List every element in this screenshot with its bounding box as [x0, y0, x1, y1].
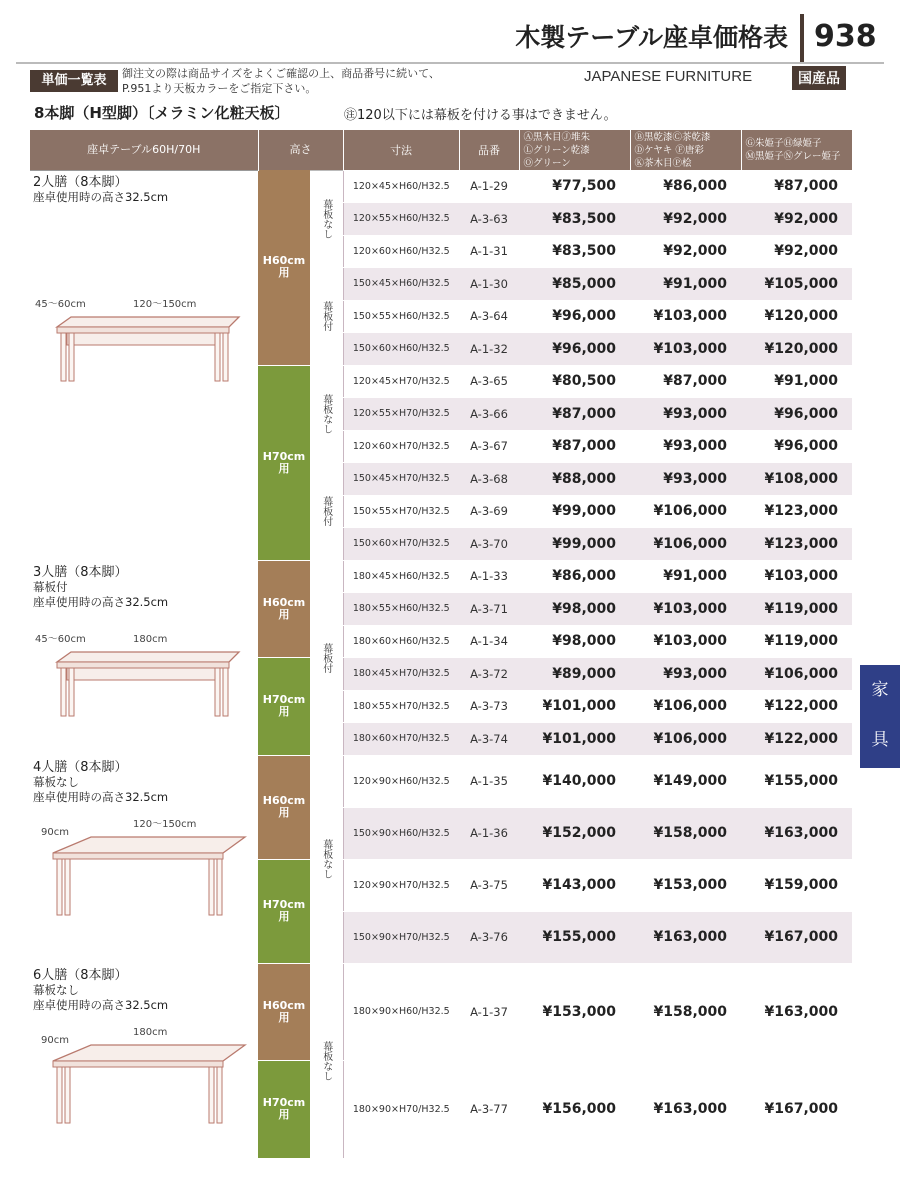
- product-title: 2人膳（8本脚）: [33, 174, 128, 190]
- dimensions: 180×90×H60/H32.5: [343, 963, 459, 1061]
- table-row: [30, 755, 852, 807]
- skirt-panel-shape: [67, 333, 219, 345]
- title-divider: [16, 62, 884, 64]
- header-height: 高さ: [258, 130, 343, 170]
- table-leg-shape: [223, 668, 228, 716]
- height-label-h60: H60cm 用: [258, 963, 310, 1061]
- tabletop-shape: [57, 317, 239, 327]
- price-group-2: ¥106,000: [630, 723, 741, 756]
- dimensions: 180×45×H70/H32.5: [343, 658, 459, 691]
- height-label-h70: H70cm 用: [258, 365, 310, 560]
- tabletop-edge-shape: [57, 662, 229, 668]
- dimensions: 120×60×H60/H32.5: [343, 235, 459, 268]
- price-group-1: ¥85,000: [519, 268, 630, 301]
- dimensions: 150×55×H70/H32.5: [343, 495, 459, 528]
- price-group-2: ¥91,000: [630, 268, 741, 301]
- price-group-3: ¥123,000: [741, 528, 852, 561]
- page-title: 木製テーブル座卓価格表: [515, 23, 788, 52]
- panel-label: 幕板なし: [310, 365, 343, 463]
- price-group-2: ¥103,000: [630, 593, 741, 626]
- price-group-3: ¥105,000: [741, 268, 852, 301]
- table-leg-shape: [61, 668, 66, 716]
- table-leg-shape: [69, 668, 74, 716]
- dimensions: 120×55×H60/H32.5: [343, 203, 459, 236]
- header-color-group-3: Ⓖ朱姫子Ⓗ緑姫子 Ⓜ黒姫子Ⓝグレー姫子: [741, 130, 852, 170]
- price-group-2: ¥86,000: [630, 170, 741, 203]
- width-dimension-label: 120～150cm: [133, 818, 197, 830]
- price-list-badge: 単価一覧表: [30, 70, 118, 92]
- price-group-3: ¥87,000: [741, 170, 852, 203]
- product-code: A-3-77: [459, 1061, 519, 1159]
- product-spec: 座卓使用時の高さ32.5cm: [33, 189, 169, 204]
- product-code: A-1-32: [459, 333, 519, 366]
- price-group-1: ¥98,000: [519, 625, 630, 658]
- product-code: A-3-71: [459, 593, 519, 626]
- price-group-3: ¥167,000: [741, 1061, 852, 1159]
- category-tab-char-1: 家: [871, 680, 889, 700]
- product-code: A-3-67: [459, 430, 519, 463]
- product-description: [30, 560, 258, 755]
- depth-dimension-label: 45～60cm: [35, 298, 86, 310]
- table-leg-shape: [65, 859, 70, 915]
- table-leg-shape: [215, 333, 220, 381]
- panel-label: 幕板なし: [310, 170, 343, 268]
- price-group-2: ¥106,000: [630, 528, 741, 561]
- brand-label: JAPANESE FURNITURE: [584, 68, 753, 85]
- price-group-1: ¥87,000: [519, 430, 630, 463]
- dimensions: 150×45×H70/H32.5: [343, 463, 459, 496]
- price-group-3: ¥159,000: [741, 859, 852, 911]
- table-illustration: [33, 813, 253, 923]
- product-description: [30, 963, 258, 1158]
- product-code: A-3-75: [459, 859, 519, 911]
- dimensions: 150×90×H60/H32.5: [343, 807, 459, 859]
- table-leg-shape: [69, 333, 74, 381]
- header-color-group-1: Ⓐ黒木目Ⓙ堆朱 Ⓛグリーン乾漆 Ⓞグリーン: [519, 130, 630, 170]
- price-group-3: ¥122,000: [741, 723, 852, 756]
- product-code: A-3-74: [459, 723, 519, 756]
- header-dims: 寸法: [343, 130, 459, 170]
- price-group-1: ¥143,000: [519, 859, 630, 911]
- table-leg-shape: [57, 859, 62, 915]
- product-spec: 座卓使用時の高さ32.5cm: [33, 594, 169, 609]
- width-dimension-label: 120～150cm: [133, 298, 197, 310]
- height-label-h70: H70cm 用: [258, 1061, 310, 1159]
- table-header-row: [30, 130, 852, 170]
- dimensions: 120×55×H70/H32.5: [343, 398, 459, 431]
- price-group-1: ¥96,000: [519, 333, 630, 366]
- product-code: A-1-30: [459, 268, 519, 301]
- price-group-2: ¥106,000: [630, 495, 741, 528]
- table-leg-shape: [217, 1067, 222, 1123]
- price-group-2: ¥93,000: [630, 658, 741, 691]
- price-group-1: ¥99,000: [519, 495, 630, 528]
- price-group-1: ¥80,500: [519, 365, 630, 398]
- tabletop-shape: [57, 652, 239, 662]
- price-group-3: ¥108,000: [741, 463, 852, 496]
- width-dimension-label: 180cm: [133, 633, 168, 645]
- product-code: A-1-36: [459, 807, 519, 859]
- product-spec: 座卓使用時の高さ32.5cm: [33, 997, 169, 1012]
- price-group-2: ¥92,000: [630, 235, 741, 268]
- price-group-2: ¥158,000: [630, 807, 741, 859]
- price-table: [30, 130, 853, 1159]
- dimensions: 150×90×H70/H32.5: [343, 911, 459, 963]
- product-code: A-1-34: [459, 625, 519, 658]
- price-group-2: ¥93,000: [630, 398, 741, 431]
- height-label-h60: H60cm 用: [258, 560, 310, 658]
- price-group-2: ¥153,000: [630, 859, 741, 911]
- domestic-badge: 国産品: [792, 66, 846, 90]
- price-group-1: ¥96,000: [519, 300, 630, 333]
- skirt-panel-shape: [67, 668, 219, 680]
- page-number: 938: [800, 14, 900, 64]
- table-illustration: [33, 1021, 253, 1131]
- price-group-2: ¥92,000: [630, 203, 741, 236]
- price-group-3: ¥155,000: [741, 755, 852, 807]
- table-leg-shape: [217, 859, 222, 915]
- product-code: A-3-73: [459, 690, 519, 723]
- product-description: [30, 755, 258, 963]
- height-label-h70: H70cm 用: [258, 658, 310, 756]
- dimensions: 180×45×H60/H32.5: [343, 560, 459, 593]
- price-group-3: ¥163,000: [741, 963, 852, 1061]
- price-group-3: ¥119,000: [741, 593, 852, 626]
- price-group-3: ¥106,000: [741, 658, 852, 691]
- price-group-1: ¥86,000: [519, 560, 630, 593]
- section-note: ㊟120以下には幕板を付ける事はできません。: [344, 108, 617, 123]
- table-row: [30, 963, 852, 1061]
- dimensions: 150×60×H70/H32.5: [343, 528, 459, 561]
- price-group-2: ¥106,000: [630, 690, 741, 723]
- panel-label: 幕板付: [310, 560, 343, 755]
- dimensions: 150×55×H60/H32.5: [343, 300, 459, 333]
- price-group-2: ¥103,000: [630, 333, 741, 366]
- product-code: A-3-70: [459, 528, 519, 561]
- price-group-1: ¥89,000: [519, 658, 630, 691]
- price-group-2: ¥87,000: [630, 365, 741, 398]
- price-group-1: ¥155,000: [519, 911, 630, 963]
- header-color-group-2: Ⓑ黒乾漆Ⓒ茶乾漆 Ⓓケヤキ Ⓕ唐彩 Ⓚ茶木目Ⓟ桧: [630, 130, 741, 170]
- product-spec: 幕板なし: [33, 982, 79, 997]
- tabletop-edge-shape: [57, 327, 229, 333]
- price-group-1: ¥99,000: [519, 528, 630, 561]
- price-group-2: ¥149,000: [630, 755, 741, 807]
- price-group-3: ¥92,000: [741, 203, 852, 236]
- product-title: 6人膳（8本脚）: [33, 967, 128, 983]
- section-title: 8本脚（H型脚）〔メラミン化粧天板〕: [34, 104, 290, 122]
- panel-label: 幕板付: [310, 268, 343, 366]
- dimensions: 120×45×H70/H32.5: [343, 365, 459, 398]
- product-code: A-3-69: [459, 495, 519, 528]
- table-leg-shape: [61, 333, 66, 381]
- dimensions: 120×90×H70/H32.5: [343, 859, 459, 911]
- product-code: A-1-35: [459, 755, 519, 807]
- price-group-1: ¥152,000: [519, 807, 630, 859]
- product-description: [30, 170, 258, 560]
- header-desc: 座卓テーブル60H/70H: [30, 130, 258, 170]
- price-group-3: ¥120,000: [741, 300, 852, 333]
- product-code: A-3-68: [459, 463, 519, 496]
- product-title: 3人膳（8本脚）: [33, 564, 128, 580]
- price-group-3: ¥122,000: [741, 690, 852, 723]
- table-leg-shape: [57, 1067, 62, 1123]
- price-group-3: ¥167,000: [741, 911, 852, 963]
- tabletop-shape: [53, 1045, 245, 1061]
- price-group-2: ¥91,000: [630, 560, 741, 593]
- price-group-3: ¥92,000: [741, 235, 852, 268]
- dimensions: 180×90×H70/H32.5: [343, 1061, 459, 1159]
- width-dimension-label: 180cm: [133, 1026, 168, 1038]
- product-title: 4人膳（8本脚）: [33, 759, 128, 775]
- tabletop-shape: [53, 837, 245, 853]
- price-group-3: ¥96,000: [741, 430, 852, 463]
- category-tab-char-2: 具: [871, 730, 889, 750]
- product-spec: 幕板付: [33, 579, 68, 594]
- depth-dimension-label: 45～60cm: [35, 633, 86, 645]
- product-spec: 座卓使用時の高さ32.5cm: [33, 789, 169, 804]
- category-tab-furniture[interactable]: [860, 665, 900, 768]
- table-illustration: [33, 283, 253, 393]
- dimensions: 120×90×H60/H32.5: [343, 755, 459, 807]
- dimensions: 180×55×H60/H32.5: [343, 593, 459, 626]
- order-note-line-1: 御注文の際は商品サイズをよくご確認の上、商品番号に続いて、: [122, 67, 440, 80]
- table-row: [30, 170, 852, 203]
- price-group-1: ¥101,000: [519, 723, 630, 756]
- table-leg-shape: [209, 859, 214, 915]
- price-group-2: ¥103,000: [630, 300, 741, 333]
- depth-dimension-label: 90cm: [41, 1034, 69, 1046]
- panel-label: 幕板付: [310, 463, 343, 561]
- product-code: A-3-66: [459, 398, 519, 431]
- order-note-line-2: P.951より天板カラーをご指定下さい。: [122, 82, 317, 95]
- tabletop-edge-shape: [53, 1061, 223, 1067]
- dimensions: 180×55×H70/H32.5: [343, 690, 459, 723]
- price-group-3: ¥123,000: [741, 495, 852, 528]
- product-code: A-1-29: [459, 170, 519, 203]
- price-group-1: ¥98,000: [519, 593, 630, 626]
- depth-dimension-label: 90cm: [41, 826, 69, 838]
- table-illustration: [33, 618, 253, 728]
- table-leg-shape: [209, 1067, 214, 1123]
- order-note: [122, 66, 542, 96]
- price-group-2: ¥163,000: [630, 911, 741, 963]
- product-spec: 幕板なし: [33, 774, 79, 789]
- price-group-3: ¥96,000: [741, 398, 852, 431]
- price-group-1: ¥156,000: [519, 1061, 630, 1159]
- price-group-1: ¥87,000: [519, 398, 630, 431]
- table-leg-shape: [215, 668, 220, 716]
- price-group-3: ¥120,000: [741, 333, 852, 366]
- dimensions: 180×60×H60/H32.5: [343, 625, 459, 658]
- price-group-2: ¥158,000: [630, 963, 741, 1061]
- price-group-2: ¥163,000: [630, 1061, 741, 1159]
- table-leg-shape: [65, 1067, 70, 1123]
- price-group-2: ¥103,000: [630, 625, 741, 658]
- product-code: A-1-31: [459, 235, 519, 268]
- dimensions: 180×60×H70/H32.5: [343, 723, 459, 756]
- product-code: A-1-37: [459, 963, 519, 1061]
- price-group-3: ¥103,000: [741, 560, 852, 593]
- dimensions: 120×60×H70/H32.5: [343, 430, 459, 463]
- price-group-1: ¥140,000: [519, 755, 630, 807]
- product-code: A-3-76: [459, 911, 519, 963]
- dimensions: 150×45×H60/H32.5: [343, 268, 459, 301]
- product-code: A-3-64: [459, 300, 519, 333]
- price-group-3: ¥163,000: [741, 807, 852, 859]
- dimensions: 150×60×H60/H32.5: [343, 333, 459, 366]
- product-code: A-3-65: [459, 365, 519, 398]
- height-label-h60: H60cm 用: [258, 170, 310, 365]
- price-group-1: ¥101,000: [519, 690, 630, 723]
- header-code: 品番: [459, 130, 519, 170]
- panel-label: 幕板なし: [310, 963, 343, 1158]
- price-group-1: ¥153,000: [519, 963, 630, 1061]
- price-group-1: ¥88,000: [519, 463, 630, 496]
- table-leg-shape: [223, 333, 228, 381]
- height-label-h60: H60cm 用: [258, 755, 310, 859]
- price-group-3: ¥91,000: [741, 365, 852, 398]
- dimensions: 120×45×H60/H32.5: [343, 170, 459, 203]
- price-group-3: ¥119,000: [741, 625, 852, 658]
- height-label-h70: H70cm 用: [258, 859, 310, 963]
- price-group-1: ¥83,500: [519, 203, 630, 236]
- price-group-2: ¥93,000: [630, 463, 741, 496]
- product-code: A-1-33: [459, 560, 519, 593]
- table-row: [30, 560, 852, 593]
- price-group-2: ¥93,000: [630, 430, 741, 463]
- price-group-1: ¥83,500: [519, 235, 630, 268]
- price-group-1: ¥77,500: [519, 170, 630, 203]
- panel-label: 幕板なし: [310, 755, 343, 963]
- product-code: A-3-72: [459, 658, 519, 691]
- tabletop-edge-shape: [53, 853, 223, 859]
- product-code: A-3-63: [459, 203, 519, 236]
